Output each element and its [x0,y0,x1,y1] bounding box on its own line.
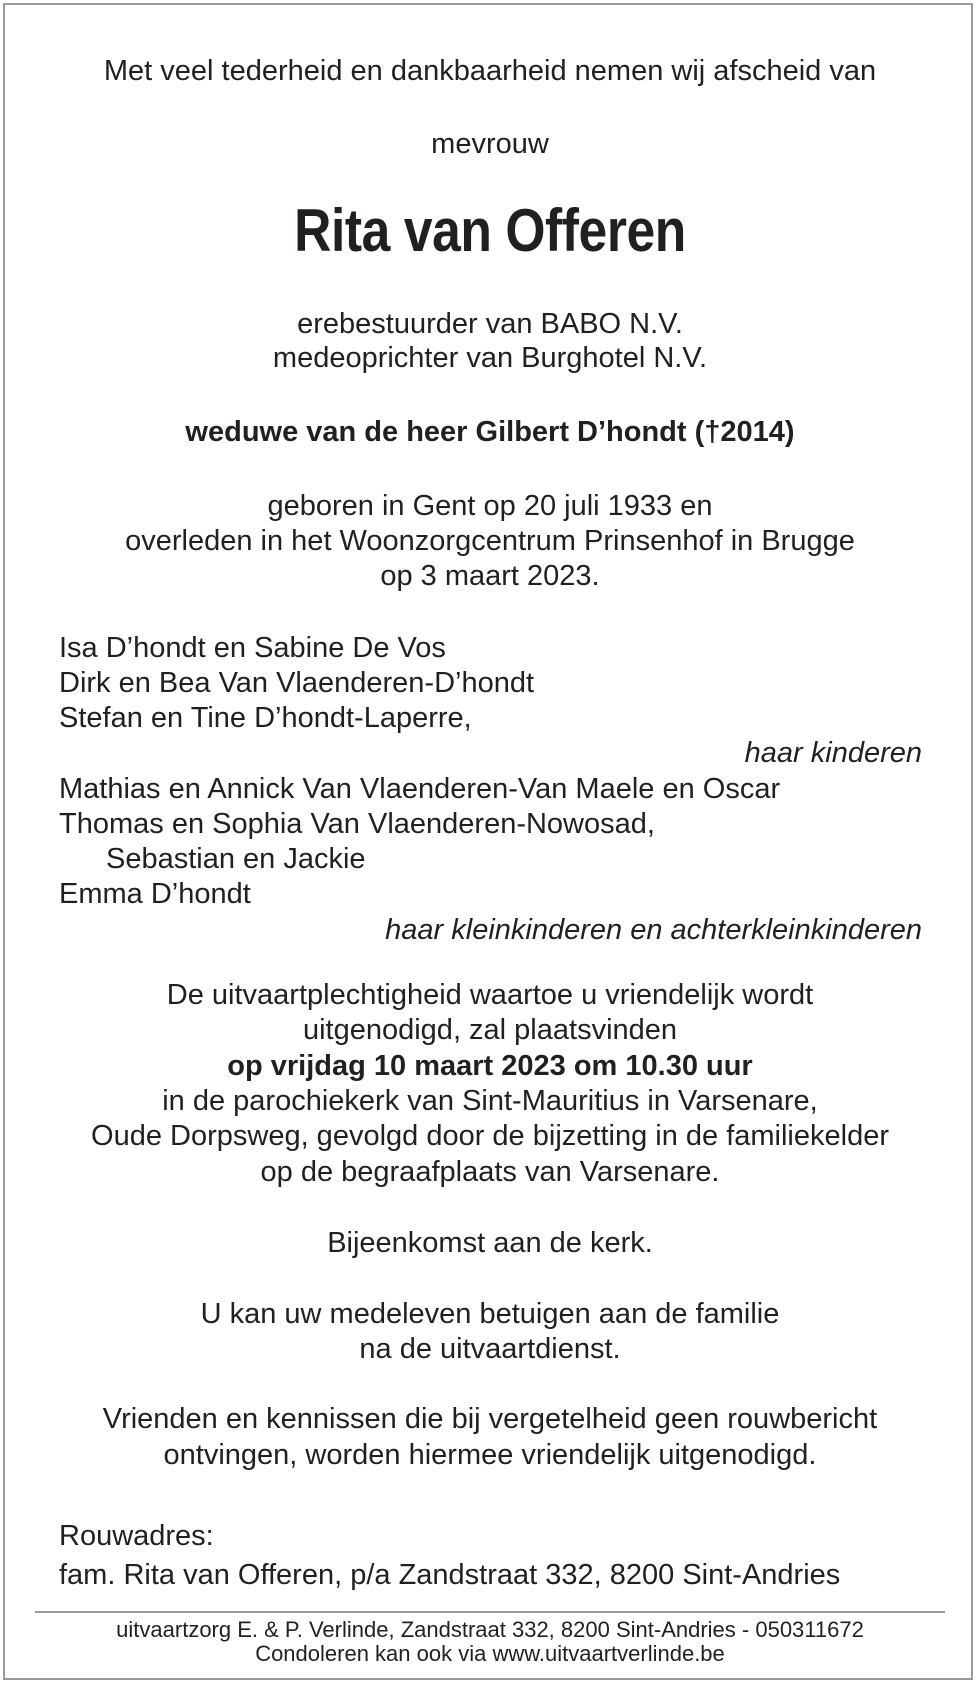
title-line: medeoprichter van Burghotel N.V. [272,342,708,374]
ceremony-datetime: op vrijdag 10 maart 2023 om 10.30 uur [227,1050,753,1082]
ceremony-line: in de parochiekerk van Sint-Mauritius in Varsenare, [162,1085,818,1117]
condolence-line: U kan uw medeleven betuigen aan de familie [200,1298,780,1330]
grandchild-name: Mathias en Annick Van Vlaenderen-Van Maele en Oscar [59,773,781,805]
widow-of: weduwe van de heer Gilbert D’hondt (†2014) [185,416,795,448]
grandchild-name: Emma D’hondt [59,878,251,910]
footer-divider [35,1611,945,1613]
condolence-website: Condoleren kan ook via www.uitvaartverlinde.be [255,1641,725,1666]
ceremony-line: De uitvaartplechtigheid waartoe u vriendelijk wordt [166,979,814,1011]
condolence-line: na de uitvaartdienst. [359,1333,621,1365]
ceremony-line: op de begraafplaats van Varsenare. [260,1156,720,1188]
gathering-text: Bijeenkomst aan de kerk. [327,1227,653,1259]
grandchild-name: Sebastian en Jackie [106,843,366,875]
child-name: Stefan en Tine D’hondt-Laperre, [59,702,472,734]
salutation: mevrouw [431,128,549,160]
ceremony-line: Oude Dorpsweg, gevolgd door de bijzetting in de familiekelder [91,1120,889,1152]
invitation-line: Vrienden en kennissen die bij vergetelheid geen rouwbericht [102,1403,878,1435]
children-relation: haar kinderen [744,737,922,769]
invitation-line: ontvingen, worden hiermee vriendelijk uitgenodigd. [163,1439,817,1471]
grandchild-name: Thomas en Sophia Van Vlaenderen-Nowosad, [59,808,655,840]
funeral-home-info: uitvaartzorg E. & P. Verlinde, Zandstraat 332, 8200 Sint-Andries - 050311672 [116,1617,864,1642]
grandchildren-relation: haar kleinkinderen en achterkleinkinderen [385,914,922,946]
child-name: Isa D’hondt en Sabine De Vos [59,632,446,664]
birth-death-line: op 3 maart 2023. [380,560,600,592]
birth-death-line: geboren in Gent op 20 juli 1933 en [267,490,713,522]
ceremony-line: uitgenodigd, zal plaatsvinden [302,1014,678,1046]
intro-text: Met veel tederheid en dankbaarheid nemen wij afscheid van [103,55,877,87]
birth-death-line: overleden in het Woonzorgcentrum Prinsenhof in Brugge [125,525,855,557]
address-value: fam. Rita van Offeren, p/a Zandstraat 332, 8200 Sint-Andries [59,1559,841,1591]
child-name: Dirk en Bea Van Vlaenderen-D’hondt [59,667,535,699]
title-line: erebestuurder van BABO N.V. [297,308,683,340]
deceased-name: Rita van Offeren [294,197,686,264]
address-label: Rouwadres: [59,1520,214,1552]
